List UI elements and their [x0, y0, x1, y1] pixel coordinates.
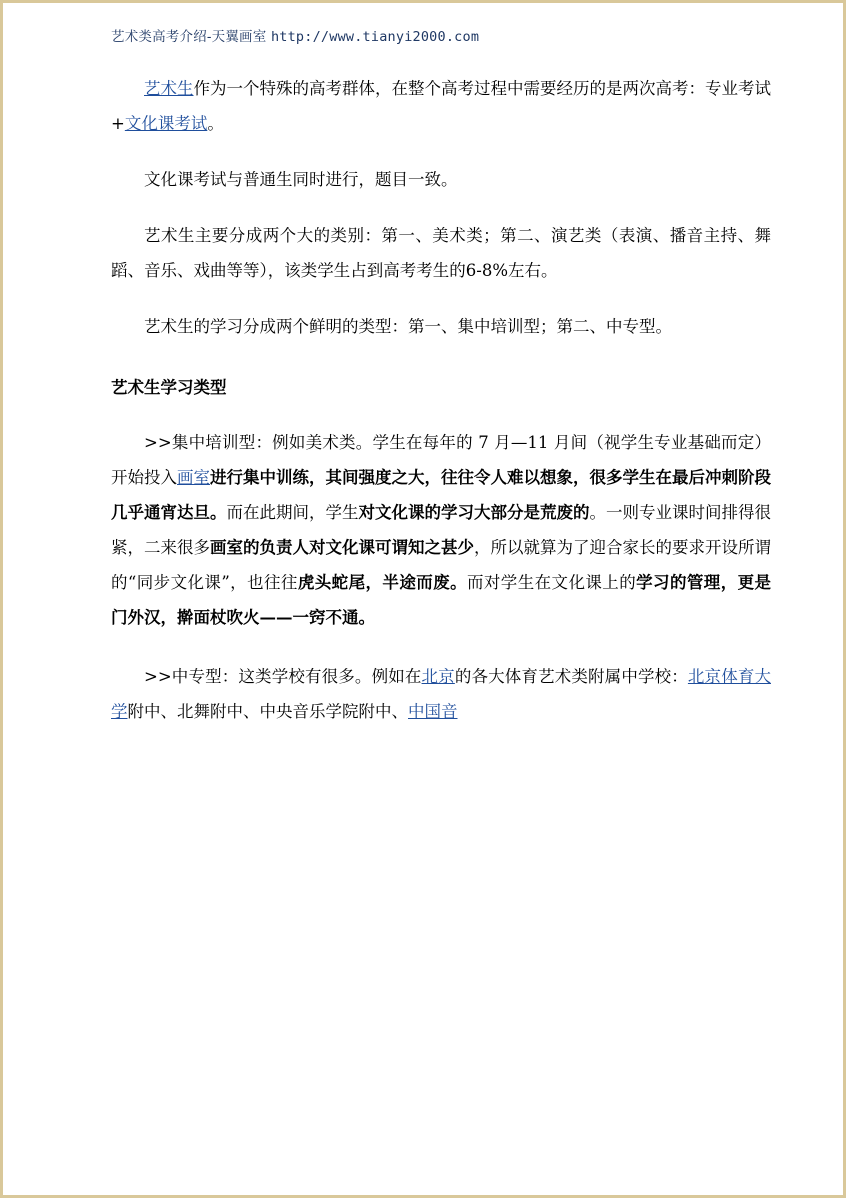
emphasis-text: 擀面杖吹火——一窍不通。 — [177, 608, 375, 627]
paragraph-1 — [111, 71, 771, 141]
inline-link[interactable]: 中国音 — [408, 702, 458, 721]
body-text: ，所以就算为了迎合家长的要求开设所谓的“同步文化课”，也往往 — [111, 538, 771, 592]
page-header — [111, 25, 771, 45]
body-text: 附中、北舞附中、中央音乐学院附中、 — [127, 702, 408, 721]
page-content — [3, 3, 843, 1195]
paragraph-4 — [111, 309, 771, 344]
body-text: 而对学生在文化课上的 — [466, 573, 637, 592]
paragraph-6 — [111, 659, 771, 729]
body-text: >>集中培训型：例如美术类。学生在每年的 7 月—11 月间（视学生专业基础而定）开始投入 — [111, 433, 771, 487]
emphasis-text: 虎头蛇尾，半途而废。 — [297, 573, 467, 592]
paragraph-5 — [111, 425, 771, 635]
body-text: 艺术生主要分成两个大的类别：第一、美术类；第二、演艺类（表演、播音主持、舞蹈、音乐、戏曲等等），该类学生占到高考考生的6-8%左右。 — [111, 226, 771, 280]
section-heading: 艺术生学习类型 — [111, 378, 227, 397]
inline-link[interactable]: 文化课考试 — [124, 114, 208, 133]
body-text: 文化课考试与普通生同时进行，题目一致。 — [144, 170, 458, 189]
body-text: >>中专型：这类学校有很多。例如在 — [144, 667, 422, 686]
inline-link[interactable]: 艺术生 — [144, 79, 194, 98]
body-text: 而在此期间，学生 — [226, 503, 359, 522]
body-text: 。一则专业课时间排得很紧，二来很多 — [111, 503, 771, 557]
body-text: 作为一个特殊的高考群体，在整个高考过程中需要经历的是两次高考：专业考试+ — [111, 79, 771, 133]
emphasis-text: 画室的负责人对文化课可谓知之甚少 — [210, 538, 474, 557]
inline-link[interactable]: 北京体育大学 — [111, 667, 771, 721]
emphasis-text: 学习的管理，更是门外汉， — [111, 573, 772, 627]
body-text: 的各大体育艺术类附属中学校： — [454, 667, 688, 686]
body-text: 。 — [207, 114, 224, 133]
emphasis-text: 进行集中训练，其间强度之大，往往令人难以想象，很多学生在最后冲刺阶段几乎通宵达旦。 — [111, 468, 771, 522]
header-url: http://www.tianyi2000.com — [270, 29, 480, 45]
paragraph-2 — [111, 162, 771, 197]
body-text: 艺术生的学习分成两个鲜明的类型：第一、集中培训型；第二、中专型。 — [144, 317, 672, 336]
header-title-zh: 艺术类高考介绍-天翼画室 — [111, 29, 271, 45]
emphasis-text: 对文化课的学习大部分是荒废的 — [358, 503, 590, 522]
paragraph-3 — [111, 218, 771, 288]
inline-link[interactable]: 北京 — [421, 667, 455, 686]
inline-link[interactable]: 画室 — [177, 468, 210, 487]
